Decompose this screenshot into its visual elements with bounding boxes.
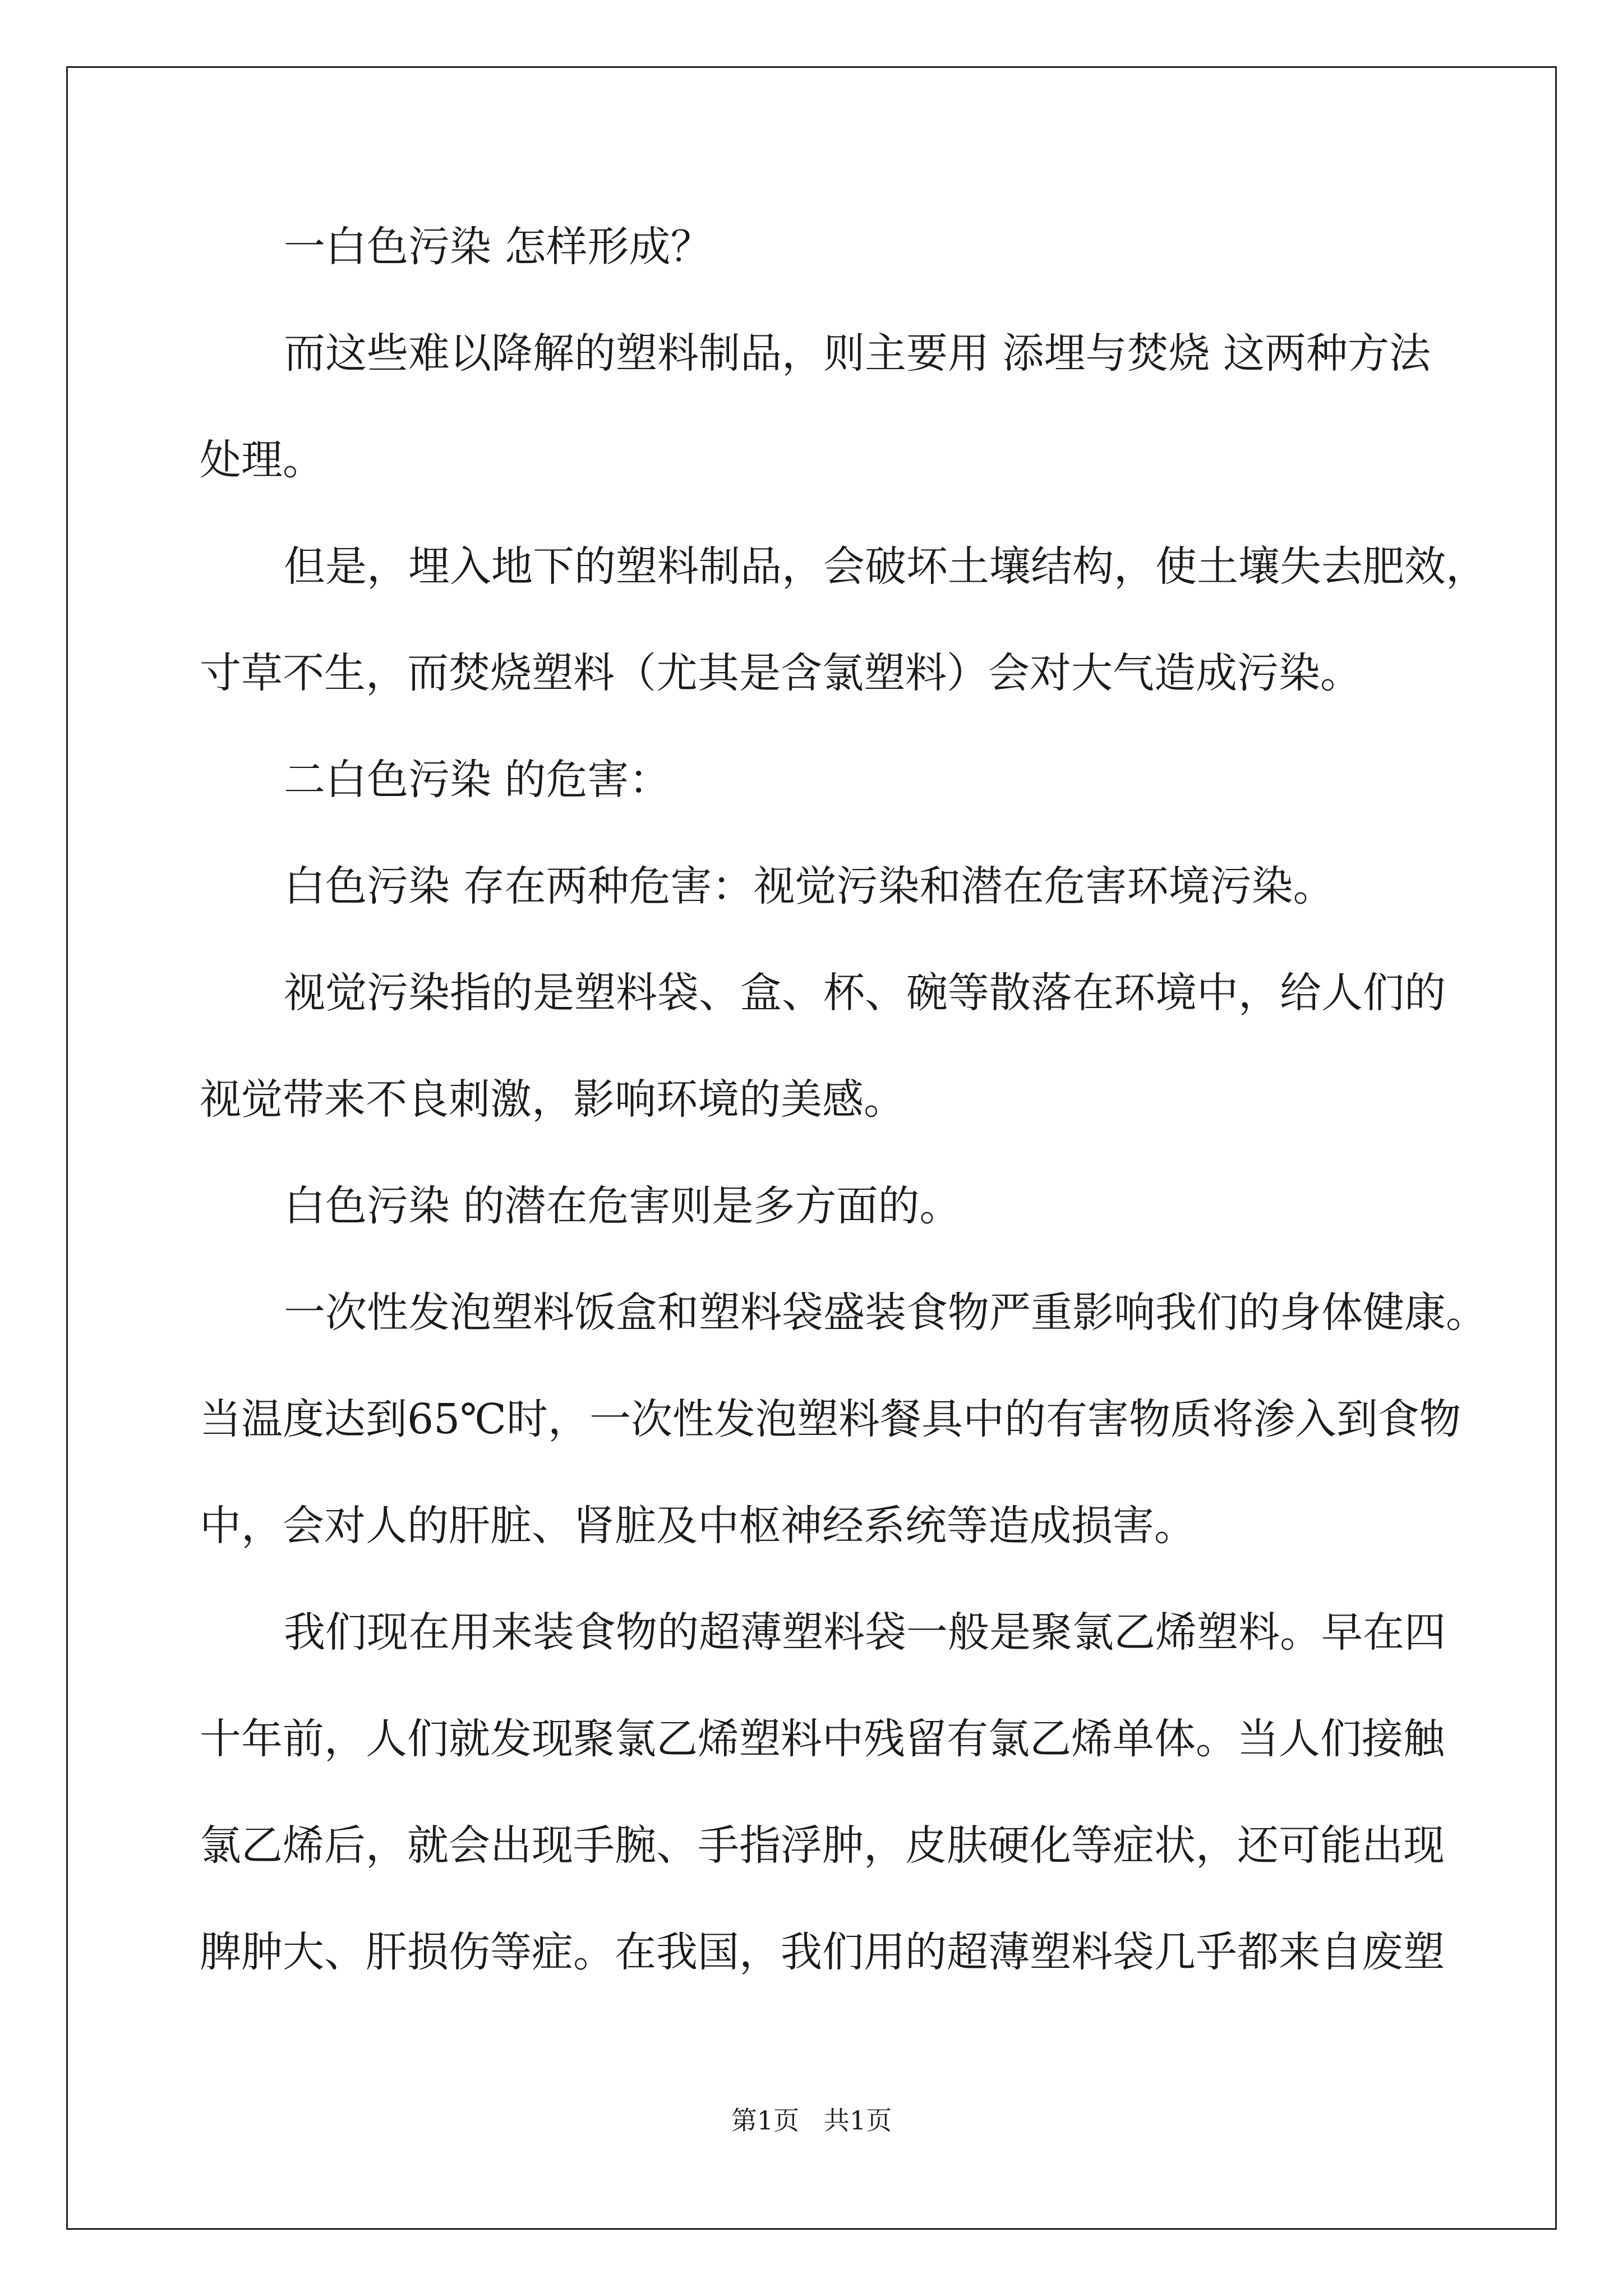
- paragraph-line: 中，会对人的肝脏、肾脏及中枢神经系统等造成损害。: [200, 1502, 1196, 1550]
- paragraph-line: 一次性发泡塑料饭盒和塑料袋盛装食物严重影响我们的身体健康。: [284, 1289, 1487, 1337]
- paragraph-line: 但是，埋入地下的塑料制品，会破坏土壤结构，使土壤失去肥效，: [284, 542, 1487, 591]
- paragraph-line: 我们现在用来装食物的超薄塑料袋一般是聚氯乙烯塑料。早在四: [284, 1608, 1446, 1657]
- paragraph-line: 处理。: [200, 436, 324, 484]
- paragraph-line: 脾肿大、肝损伤等症。在我国，我们用的超薄塑料袋几乎都来自废塑: [200, 1928, 1445, 1976]
- heading-formation: 一白色污染 怎样形成？: [284, 223, 712, 271]
- paragraph-line: 十年前，人们就发现聚氯乙烯塑料中残留有氯乙烯单体。当人们接触: [200, 1715, 1445, 1763]
- paragraph-line: 白色污染 存在两种危害：视觉污染和潜在危害环境污染。: [284, 862, 1335, 910]
- page-number-footer: 第1页 共1页: [731, 2105, 892, 2136]
- paragraph-line: 而这些难以降解的塑料制品，则主要用 添埋与焚烧 这两种方法: [284, 329, 1431, 378]
- paragraph-line: 寸草不生，而焚烧塑料（尤其是含氯塑料）会对大气造成污染。: [200, 649, 1362, 697]
- paragraph-line: 当温度达到65℃时，一次性发泡塑料餐具中的有害物质将渗入到食物: [200, 1395, 1461, 1443]
- paragraph-line: 视觉带来不良刺激，影响环境的美感。: [200, 1075, 905, 1124]
- heading-hazards: 二白色污染 的危害：: [284, 756, 671, 804]
- paragraph-line: 视觉污染指的是塑料袋、盒、杯、碗等散落在环境中，给人们的: [284, 969, 1446, 1017]
- page-border: [66, 66, 1557, 2230]
- paragraph-line: 白色污染 的潜在危害则是多方面的。: [284, 1182, 961, 1230]
- paragraph-line: 氯乙烯后，就会出现手腕、手指浮肿，皮肤硬化等症状，还可能出现: [200, 1821, 1445, 1870]
